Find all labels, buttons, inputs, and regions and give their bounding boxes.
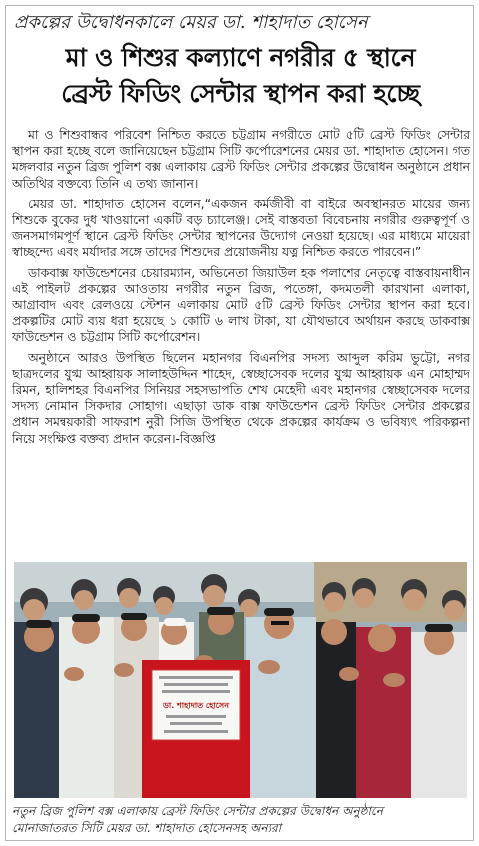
plaque-name: ডা. শাহাদাত হোসেন (163, 701, 229, 710)
paragraph-2: মেয়র ডা. শাহাদাত হোসেন বলেন,“একজন কর্মজীবী বা বাইরে অবস্থানরত মায়ের জন্য শিশুকে বুকের দুধ খাওয়ানো একটি বড় চ্যালেঞ্জ। সেই বাস্তবতা বিবেচনায় নগরীর গুরুত্বপূর্ণ ও জনসমাগমপূর্ণ স্থানে ব্রেস্ট ফিডিং সেন্টার স্থাপনের উদ্যোগ নেওয়া হয়েছে। এর মাধ্যমে মায়েরা স্বাচ্ছন্দ্যে এবং মর্যাদার সঙ্গে তাদের শিশুদের প্রয়োজনীয় যত্ন নিশ্চিত করতে পারবেন।” (12, 196, 470, 260)
paragraph-3: ডাকবাক্স ফাউন্ডেশনের চেয়ারম্যান, অভিনেতা জিয়াউল হক পলাশের নেতৃত্বে বাস্তবায়নাধীন এই পাইলট প্রকল্পের আওতায় নগরীর নতুন ব্রিজ, পতেঙ্গা, কদমতলী কারখানা এলাকা, আগ্রাবাদ এবং রেলওয়ে স্টেশন এলাকায় মোট ৫টি ব্রেস্ট ফিডিং সেন্টার স্থাপন করা হবে। প্রকল্পটির মোট ব্যয় ধরা হয়েছে ১ কোটি ৬ লাখ টাকা, যা যৌথভাবে অর্থায়ন করছে ডাকবাক্স ফাউন্ডেশন ও চট্টগ্রাম সিটি কর্পোরেশন। (12, 265, 470, 345)
photo-caption (12, 803, 470, 837)
headline-line-2: ব্রেস্ট ফিডিং সেন্টার স্থাপন করা হচ্ছে (61, 79, 420, 108)
caption-line-1: নতুন ব্রিজ পুলিশ বক্স এলাকায় ব্রেস্ট ফিডিং সেন্টার প্রকল্পের উদ্বোধন অনুষ্ঠানে (12, 804, 383, 818)
article-body (12, 127, 470, 451)
news-clipping (5, 5, 474, 841)
paragraph-4: অনুষ্ঠানে আরও উপস্থিত ছিলেন মহানগর বিএনপির সদস্য আব্দুল করিম ভুট্টো, নগর ছাত্রদলের যুগ্ম আহ্বায়ক সালাহউদ্দিন শাহেদ, স্বেচ্ছাসেবক দলের যুগ্ম আহ্বায়ক এন মোহাম্মদ রিমন, হালিশহর বিএনপির সিনিয়র সহসভাপতি শেখ মেহেদী এবং মহানগর স্বেচ্ছাসেবক দলের সদস্য নোমান সিকদার সোহাগ। এছাড়া ডাক বাক্স ফাউন্ডেশন ব্রেস্ট ফিডিং সেন্টার প্রকল্পের প্রধান সমন্বয়কারী সাফরাশ নুরী সিজি উপস্থিত থেকে প্রকল্পের কার্যক্রম ও ভবিষ্যৎ পরিকল্পনা নিয়ে সংক্ষিপ্ত বক্তব্য প্রদান করেন।-বিজ্ঞপ্তি (12, 350, 470, 446)
news-photo (14, 562, 467, 798)
paragraph-1: মা ও শিশুবান্ধব পরিবেশ নিশ্চিত করতে চট্টগ্রাম নগরীতে মোট ৫টি ব্রেস্ট ফিডিং সেন্টার স্থাপন করা হচ্ছে বলে জানিয়েছেন চট্টগ্রাম সিটি কর্পোরেশনের মেয়র ডা. শাহাদাত হোসেন। গত মঙ্গলবার নতুন ব্রিজ পুলিশ বক্স এলাকায় ব্রেস্ট ফিডিং সেন্টার প্রকল্পের উদ্বোধন অনুষ্ঠানে প্রধান অতিথির বক্তব্যে তিনি এ তথ্য জানান। (12, 128, 470, 191)
caption-line-2: মোনাজাতরত সিটি মেয়র ডা. শাহাদাত হোসেনসহ অন্যরা (12, 821, 282, 835)
kicker: প্রকল্পের উদ্বোধনকালে মেয়র ডা. শাহাদাত হোসেন (14, 12, 368, 33)
photo-illustration (14, 562, 467, 798)
headline (12, 40, 469, 112)
headline-line-1: মা ও শিশুর কল্যাণে নগরীর ৫ স্থানে (65, 43, 416, 72)
